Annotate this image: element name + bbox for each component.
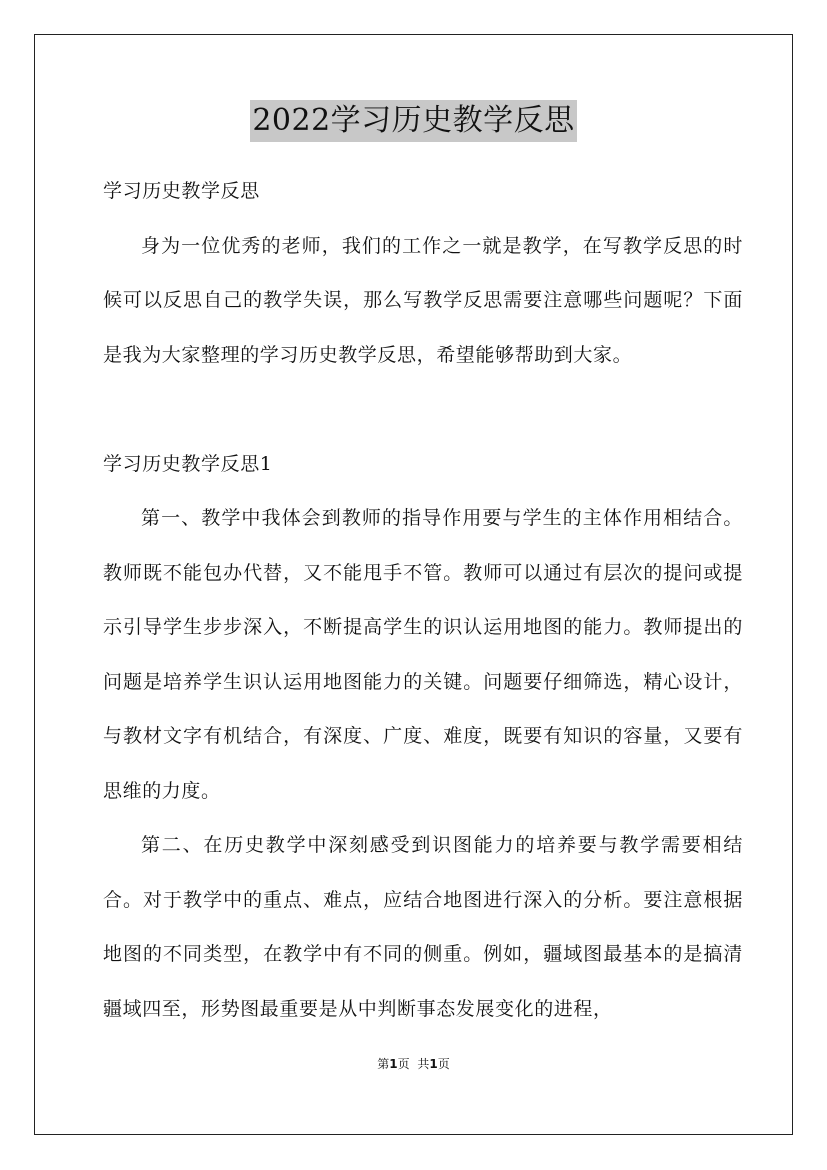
body-paragraph-1: 第一、教学中我体会到教师的指导作用要与学生的主体作用相结合。教师既不能包办代替，又不能甩手不管。教师可以通过有层次的提问或提示引导学生步步深入，不断提高学生的识认运用地图的能力。教师提出的问题是培养学生识认运用地图能力的关键。问题要仔细筛选，精心设计，与教材文字有机结合，有深度、广度、难度，既要有知识的容量，又要有思维的力度。 — [103, 507, 743, 802]
footer-page-suffix: 页 — [397, 1057, 410, 1071]
section-heading: 学习历史教学反思1 — [103, 452, 273, 475]
document-body — [103, 164, 743, 1036]
footer-page-prefix: 第 — [377, 1057, 390, 1071]
paragraph-gap — [103, 382, 743, 437]
footer-total-number: 1 — [429, 1057, 438, 1071]
body-paragraph-2: 第二、在历史教学中深刻感受到识图能力的培养要与教学需要相结合。对于教学中的重点、难点，应结合地图进行深入的分析。要注意根据地图的不同类型，在教学中有不同的侧重。例如，疆域图最基本的是搞清疆域四至，形势图最重要是从中判断事态发展变化的进程， — [103, 834, 743, 1020]
document-subtitle: 学习历史教学反思 — [103, 180, 260, 202]
page-footer — [0, 1054, 827, 1074]
footer-total-prefix: 共 — [417, 1057, 430, 1071]
intro-paragraph: 身为一位优秀的老师，我们的工作之一就是教学，在写教学反思的时候可以反思自己的教学失误，那么写教学反思需要注意哪些问题呢？下面是我为大家整理的学习历史教学反思，希望能够帮助到大家。 — [103, 234, 743, 366]
footer-page-number: 1 — [389, 1057, 398, 1071]
document-title: 2022学习历史教学反思 — [250, 100, 576, 142]
title-container — [0, 100, 827, 142]
footer-total-suffix: 页 — [437, 1057, 450, 1071]
